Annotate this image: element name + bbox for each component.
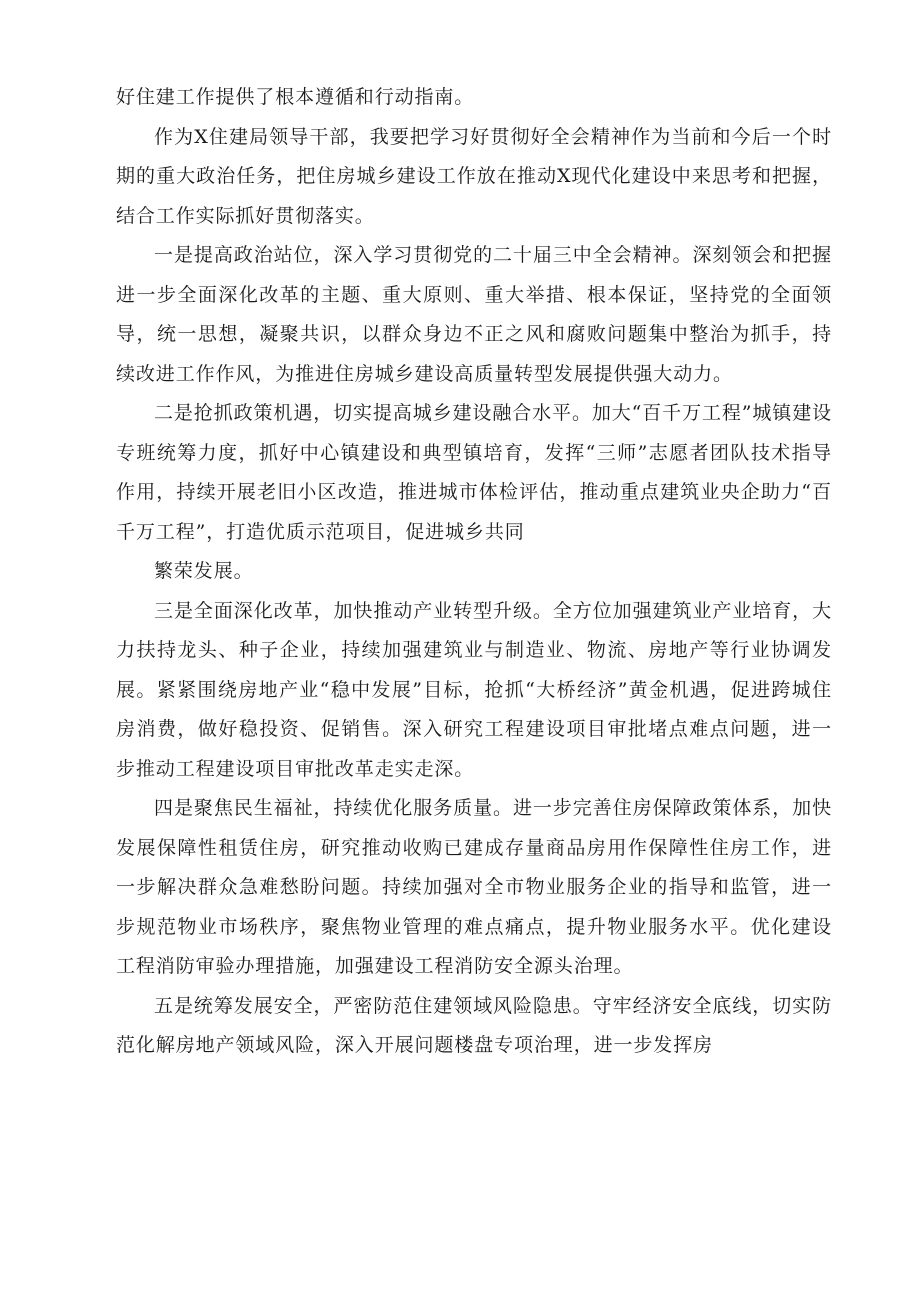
paragraph-point-three: 三是全面深化改革，加快推动产业转型升级。全方位加强建筑业产业培育，大力扶持龙头、种子企业，持续加强建筑业与制造业、物流、房地产等行业协调发展。紧紧围绕房地产业“稳中发展”目标，抢抓“大桥经济”黄金机遇，促进跨城住房消费，做好稳投资、促销售。深入研究工程建设项目审批堵点难点问题，进一步推动工程建设项目审批改革走实走深。 xyxy=(116,599,832,780)
paragraph-intro: 作为X住建局领导干部，我要把学习好贯彻好全会精神作为当前和今后一个时期的重大政治任务，把住房城乡建设工作放在推动X现代化建设中来思考和把握，结合工作实际抓好贯彻落实。 xyxy=(116,125,832,227)
paragraph-continuation: 好住建工作提供了根本遵循和行动指南。 xyxy=(116,86,475,108)
document-body xyxy=(116,78,832,1066)
paragraph-point-four: 四是聚焦民生福祉，持续优化服务质量。进一步完善住房保障政策体系，加快发展保障性租赁住房，研究推动收购已建成存量商品房用作保障性住房工作，进一步解决群众急难愁盼问题。持续加强对全市物业服务企业的指导和监管，进一步规范物业市场秩序，聚焦物业管理的难点痛点，提升物业服务水平。优化建设工程消防审验办理措施，加强建设工程消防安全源头治理。 xyxy=(116,797,832,977)
paragraph-point-two-tail: 繁荣发展。 xyxy=(154,560,254,582)
paragraph-point-two: 二是抢抓政策机遇，切实提高城乡建设融合水平。加大“百千万工程”城镇建设专班统筹力度，抓好中心镇建设和典型镇培育，发挥“三师”志愿者团队技术指导作用，持续开展老旧小区改造，推进城市体检评估，推动重点建筑业央企助力“百千万工程”，打造优质示范项目，促进城乡共同 xyxy=(116,402,832,543)
paragraph-point-one: 一是提高政治站位，深入学习贯彻党的二十届三中全会精神。深刻领会和把握进一步全面深化改革的主题、重大原则、重大举措、根本保证，坚持党的全面领导，统一思想，凝聚共识，以群众身边不正之风和腐败问题集中整治为抓手，持续改进工作作风，为推进住房城乡建设高质量转型发展提供强大动力。 xyxy=(116,244,832,385)
paragraph-point-five: 五是统筹发展安全，严密防范住建领域风险隐患。守牢经济安全底线，切实防范化解房地产领域风险，深入开展问题楼盘专项治理，进一步发挥房 xyxy=(116,994,832,1056)
